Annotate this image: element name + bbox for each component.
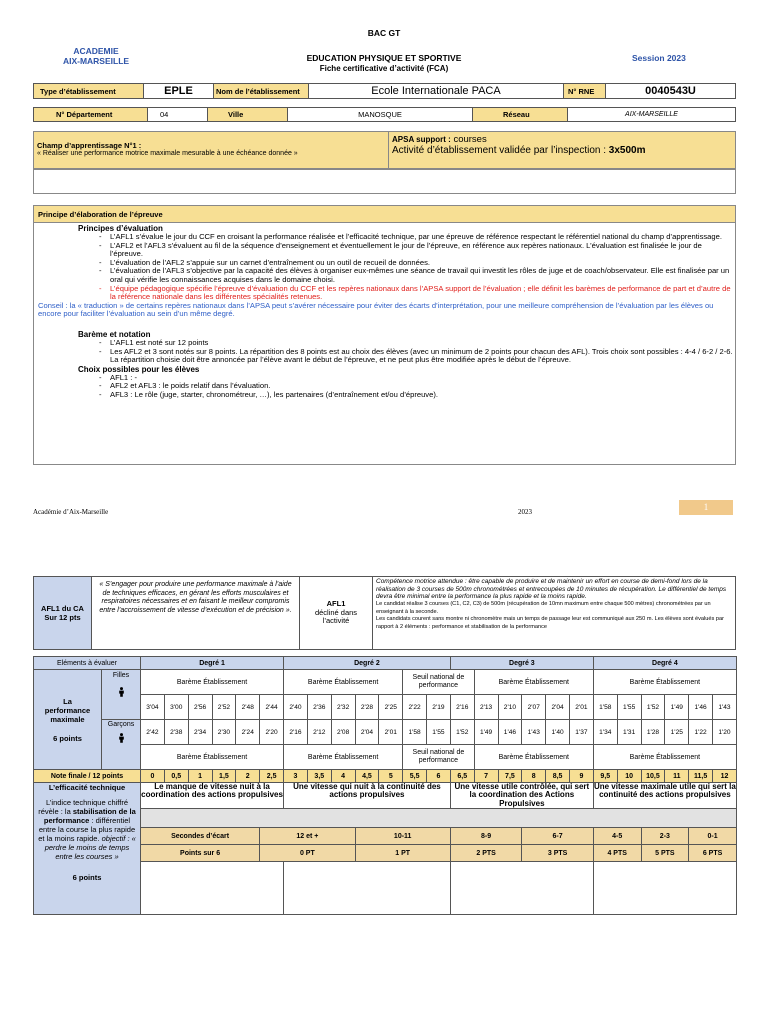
empty-cell — [284, 862, 451, 915]
garcons-time: 2'34 — [188, 720, 212, 745]
filles-time: 3'00 — [164, 695, 188, 720]
filles-person-icon — [118, 687, 125, 697]
afl1-mid-line1: AFL1 — [326, 599, 346, 609]
apsa-value: courses — [453, 134, 487, 145]
afl1-label-line1: AFL1 du CA — [41, 604, 84, 613]
seconds-value: 8-9 — [450, 828, 521, 845]
note-value: 12 — [713, 770, 737, 783]
principes-list — [96, 233, 735, 302]
afl1-quote: « S’engager pour produire une performance maximale à l’aide de techniques efficaces, en gérant les efforts musculaires et respiratoires nécessaires et en faisant le meilleur compromis entre l’accroissement de vitesse d’exécution et de précision ». — [92, 577, 300, 649]
seconds-value: 2-3 — [641, 828, 689, 845]
filles-time: 1'43 — [713, 695, 737, 720]
points-value: 4 PTS — [593, 845, 641, 862]
note-value: 7,5 — [498, 770, 522, 783]
garcons-text: Garçons — [107, 721, 135, 728]
bareme-label: Barème Établissement — [141, 745, 284, 770]
bareme-item: - Les AFL2 et 3 sont notés sur 8 points. La répartition des 8 points est au choix des élèves (avec un minimum de 2 points pour chacun des AFL). Trois choix sont possibles : 4-4 / 6-2 / 2-6. La répartition choisie doit être annoncée par l’élève avant le début de l’épreuve, et ne peut plus être modifiée après le début de l’épreuve. — [96, 348, 735, 365]
empty-cell — [593, 862, 736, 915]
bareme-list — [96, 339, 735, 365]
afl1-mid-line2: décliné dans — [314, 607, 358, 617]
filles-time: 2'22 — [403, 695, 427, 720]
garcons-time: 1'58 — [403, 720, 427, 745]
filles-time: 2'16 — [450, 695, 474, 720]
garcons-time: 2'01 — [379, 720, 403, 745]
nom-value: Ecole Internationale PACA — [309, 84, 564, 98]
note-value: 6,5 — [450, 770, 474, 783]
seconds-value: 4-5 — [593, 828, 641, 845]
bac-title: BAC GT — [367, 28, 401, 38]
note-value: 10,5 — [641, 770, 665, 783]
filles-time: 3'04 — [141, 695, 165, 720]
principe-item: - L’AFL2 et l’AFL3 s’évaluent au fil de la séquence d’enseignement et éventuellement le jour de l’épreuve, en référence aux repères nationaux. L’évaluation est finalisée le jour de l’épreuve. — [96, 242, 735, 259]
principe-item: - L’évaluation de l’AFL3 s’objective par la capacité des élèves à organiser eux-mêmes une séance de travail qui investit les rôles de juge et de coach/observateur. Elle est finalisée par un oral qui vérifie les connaissances acquises dans le domaine choisi. — [96, 267, 735, 284]
gray-band — [141, 809, 737, 828]
points-value: 0 PT — [260, 845, 355, 862]
note-value: 9,5 — [593, 770, 617, 783]
efficacite-descriptor: Une vitesse maximale utile qui sert la continuité des actions propulsives — [593, 783, 736, 809]
garcons-time: 1'20 — [713, 720, 737, 745]
nom-label: Nom de l’établissement — [214, 84, 309, 98]
filles-time: 1'46 — [689, 695, 713, 720]
filles-time: 2'07 — [522, 695, 546, 720]
afl1-mid — [300, 577, 373, 649]
performance-label — [34, 670, 102, 770]
type-label: Type d’établissement — [34, 84, 144, 98]
garcons-time: 1'40 — [546, 720, 570, 745]
note-value: 0 — [141, 770, 165, 783]
garcons-time: 2'42 — [141, 720, 165, 745]
perf-points: 6 points — [53, 733, 82, 743]
type-value: EPLE — [144, 84, 214, 98]
eff-text-c: : différentiel entre la course la plus rapide et la moins rapide. — [38, 816, 136, 843]
garcons-time: 1'52 — [450, 720, 474, 745]
garcons-time: 1'22 — [689, 720, 713, 745]
note-value: 9 — [569, 770, 593, 783]
garcons-time: 2'20 — [260, 720, 284, 745]
note-value: 4,5 — [355, 770, 379, 783]
choix-item: - AFL1 : - — [96, 374, 735, 383]
garcons-time: 2'38 — [164, 720, 188, 745]
dept-label: N° Département — [34, 108, 148, 121]
filles-time: 2'56 — [188, 695, 212, 720]
garcons-time: 1'55 — [427, 720, 451, 745]
filles-time: 1'49 — [665, 695, 689, 720]
note-value: 3,5 — [307, 770, 331, 783]
efficacite-descriptor: Le manque de vitesse nuit à la coordination des actions propulsives — [141, 783, 284, 809]
filles-time: 2'44 — [260, 695, 284, 720]
garcons-time: 2'24 — [236, 720, 260, 745]
location-row — [33, 107, 736, 122]
choix-item: - AFL3 : Le rôle (juge, starter, chronométreur, …), les partenaires (d’entraînement et/ou d’épreuve). — [96, 391, 735, 400]
principe-header: Principe d’élaboration de l’épreuve — [34, 206, 735, 223]
seconds-value: 6-7 — [522, 828, 594, 845]
academie-line1: ACADEMIE — [73, 46, 119, 56]
seuil-label: Seuil national de performance — [403, 745, 474, 770]
afl1-course-rules: Le candidat réalise 3 courses (C1, C2, C3) de 500m (récupération de 10mn maximum entre chaque 500 mètres) chronométrées par un enseignant à la seconde. — [376, 601, 711, 615]
degree-3-header: Degré 3 — [450, 657, 593, 670]
bareme-label: Barème Établissement — [284, 745, 403, 770]
bareme-label: Barème Établissement — [474, 745, 593, 770]
filles-time: 2'28 — [355, 695, 379, 720]
filles-time: 2'25 — [379, 695, 403, 720]
filles-label — [102, 670, 141, 720]
bareme-item: - L’AFL1 est noté sur 12 points — [96, 339, 735, 348]
principe-item-red: - L’équipe pédagogique spécifie l’épreuve d’évaluation du CCF et les repères nationaux dans l’APSA support de l’évaluation ; elle définit les barèmes de performance de part et d’autre de la référence nationale dans les différentes spécialités retenues. — [96, 285, 735, 302]
garcons-time: 1'46 — [498, 720, 522, 745]
points-value: 2 PTS — [450, 845, 521, 862]
reseau-value: AIX-MARSEILLE — [625, 111, 678, 118]
perf-line1: La — [63, 696, 72, 706]
eff-text-d: objectif : « perdre le moins de temps entre les courses » — [44, 834, 136, 861]
degree-1-header: Degré 1 — [141, 657, 284, 670]
champ-box — [33, 131, 736, 169]
garcons-time: 2'30 — [212, 720, 236, 745]
rne-value: 0040543U — [645, 85, 696, 97]
note-value: 8 — [522, 770, 546, 783]
establishment-row — [33, 83, 736, 99]
footer-academie: Académie d’Aix-Marseille — [33, 508, 109, 516]
seconds-value: 10-11 — [355, 828, 450, 845]
efficacite-descriptor: Une vitesse utile contrôlée, qui sert la coordination des Actions Propulsives — [450, 783, 593, 809]
garcons-time: 2'04 — [355, 720, 379, 745]
perf-line3: maximale — [50, 714, 85, 724]
academie-label — [46, 46, 146, 66]
note-value: 6 — [427, 770, 451, 783]
garcons-time: 1'37 — [569, 720, 593, 745]
afl1-label-line2: Sur 12 pts — [44, 613, 81, 622]
garcons-person-icon — [118, 733, 125, 743]
filles-time: 2'40 — [284, 695, 308, 720]
principe-item: - L’AFL1 s’évalue le jour du CCF en croisant la performance réalisée et l’efficacité technique, par une épreuve de référence respectant le référentiel national du champ d’apprentissage. — [96, 233, 735, 242]
seconds-value: 0-1 — [689, 828, 737, 845]
note-value: 8,5 — [546, 770, 570, 783]
eff-text-b: stabilisation de la performance — [43, 807, 136, 825]
efficacite-label — [34, 783, 141, 915]
bareme-label: Barème Établissement — [284, 670, 403, 695]
ville-value: MANOSQUE — [288, 108, 473, 121]
garcons-time: 2'08 — [331, 720, 355, 745]
conseil-text: Conseil : la « traduction » de certains repères nationaux dans l’APSA peut s’avérer nécessaire pour éviter des écarts d’interprétation, pour une meilleure compréhension de l’évaluation par les élèves ou encore pour faciliter l’évaluation au sein d’un même degré. — [38, 300, 714, 319]
garcons-time: 1'25 — [665, 720, 689, 745]
evaluation-grid — [33, 656, 737, 915]
eff-points: 6 points — [72, 873, 102, 882]
degree-2-header: Degré 2 — [284, 657, 451, 670]
points-value: 3 PTS — [522, 845, 594, 862]
apsa-label: APSA support : — [392, 135, 451, 144]
seuil-label: Seuil national de performance — [403, 670, 474, 695]
filles-time: 1'52 — [641, 695, 665, 720]
afl1-block — [33, 576, 736, 650]
principes-title: Principes d’évaluation — [78, 224, 163, 233]
bareme-label: Barème Établissement — [474, 670, 593, 695]
validated-prefix: Activité d’établissement validée par l’inspection : — [392, 145, 606, 156]
filles-time: 2'36 — [307, 695, 331, 720]
document-title: EDUCATION PHYSIQUE ET SPORTIVE — [306, 53, 462, 63]
degree-4-header: Degré 4 — [593, 657, 736, 670]
choix-item: - AFL2 et AFL3 : le poids relatif dans l’évaluation. — [96, 382, 735, 391]
filles-time: 2'52 — [212, 695, 236, 720]
filles-time: 2'48 — [236, 695, 260, 720]
note-value: 11,5 — [689, 770, 713, 783]
garcons-label — [102, 720, 141, 770]
choix-title: Choix possibles pour les élèves — [78, 364, 200, 374]
points-value: 1 PT — [355, 845, 450, 862]
garcons-time: 2'16 — [284, 720, 308, 745]
afl1-evaluation-rules: Les candidats courent sans montre ni chronomètre mais un temps de passage leur est communiqué aux 250 m. Les élèves sont évalués par rapport à 2 éléments : performance et stabilisation de la performance — [376, 616, 724, 630]
garcons-time: 1'34 — [593, 720, 617, 745]
afl1-label — [34, 577, 92, 649]
note-value: 1 — [188, 770, 212, 783]
ville-label: Ville — [208, 108, 288, 121]
principe-box — [33, 205, 736, 465]
note-value: 2,5 — [260, 770, 284, 783]
bareme-label: Barème Établissement — [593, 670, 736, 695]
afl1-competence: Compétence motrice attendue : être capable de produire et de maintenir un effort en course de demi-fond lors de la réalisation de 3 courses de 500m chronométrées et entrecoupées de 10 minutes de récupération. Le différentiel de temps devra être minimal entre la performance la plus rapide et la moins rapide. — [376, 578, 727, 601]
empty-cell — [450, 862, 593, 915]
champ-right — [389, 132, 735, 168]
efficacite-descriptor: Une vitesse qui nuit à la continuité des actions propulsives — [284, 783, 451, 809]
note-value: 2 — [236, 770, 260, 783]
note-value: 10 — [617, 770, 641, 783]
footer-year: 2023 — [518, 508, 532, 516]
filles-time: 1'58 — [593, 695, 617, 720]
champ-text: « Réaliser une performance motrice maximale mesurable à une échéance donnée » — [37, 150, 298, 157]
bareme-label: Barème Établissement — [593, 745, 736, 770]
afl1-right — [373, 577, 735, 649]
note-value: 5 — [379, 770, 403, 783]
dept-value: 04 — [148, 108, 208, 121]
points-value: 5 PTS — [641, 845, 689, 862]
filles-time: 1'55 — [617, 695, 641, 720]
filles-time: 2'32 — [331, 695, 355, 720]
garcons-time: 1'43 — [522, 720, 546, 745]
garcons-time: 1'28 — [641, 720, 665, 745]
filles-text: Filles — [112, 672, 130, 679]
afl1-mid-line3: l’activité — [322, 616, 350, 626]
note-value: 0,5 — [164, 770, 188, 783]
reseau-label: Réseau — [473, 108, 568, 121]
page-number: 1 — [679, 500, 733, 515]
filles-time: 2'13 — [474, 695, 498, 720]
points-label: Points sur 6 — [141, 845, 260, 862]
elements-label: Eléments à évaluer — [34, 657, 141, 670]
perf-line2: performance — [44, 705, 91, 715]
validated-value: 3x500m — [608, 145, 646, 156]
filles-time: 2'19 — [427, 695, 451, 720]
garcons-time: 1'49 — [474, 720, 498, 745]
champ-empty-box — [33, 169, 736, 194]
note-value: 5,5 — [403, 770, 427, 783]
document-subtitle: Fiche certificative d’activité (FCA) — [319, 64, 449, 73]
session-label: Session 2023 — [632, 53, 686, 63]
seconds-value: 12 et + — [260, 828, 355, 845]
empty-cell — [141, 862, 284, 915]
seconds-label: Secondes d’écart — [141, 828, 260, 845]
garcons-time: 2'12 — [307, 720, 331, 745]
note-label: Note finale / 12 points — [34, 770, 141, 783]
note-value: 11 — [665, 770, 689, 783]
academie-line2: AIX-MARSEILLE — [62, 56, 130, 66]
bareme-title: Barème et notation — [78, 329, 151, 339]
rne-label: N° RNE — [564, 84, 606, 98]
garcons-time: 1'31 — [617, 720, 641, 745]
note-value: 3 — [284, 770, 308, 783]
filles-time: 2'04 — [546, 695, 570, 720]
champ-title: Champ d’apprentissage N°1 : — [37, 141, 142, 150]
champ-left — [34, 132, 389, 168]
eff-title: L’efficacité technique — [48, 783, 126, 792]
eff-text-a: L’indice technique chiffré révèle : la — [38, 798, 129, 816]
principe-item: - L’évaluation de l’AFL2 s’appuie sur un carnet d’entraînement ou un outil de recueil de données. — [96, 259, 735, 268]
points-value: 6 PTS — [689, 845, 737, 862]
bareme-label: Barème Établissement — [141, 670, 284, 695]
note-value: 1,5 — [212, 770, 236, 783]
note-value: 7 — [474, 770, 498, 783]
filles-time: 2'01 — [569, 695, 593, 720]
choix-list — [96, 374, 735, 400]
note-value: 4 — [331, 770, 355, 783]
filles-time: 2'10 — [498, 695, 522, 720]
